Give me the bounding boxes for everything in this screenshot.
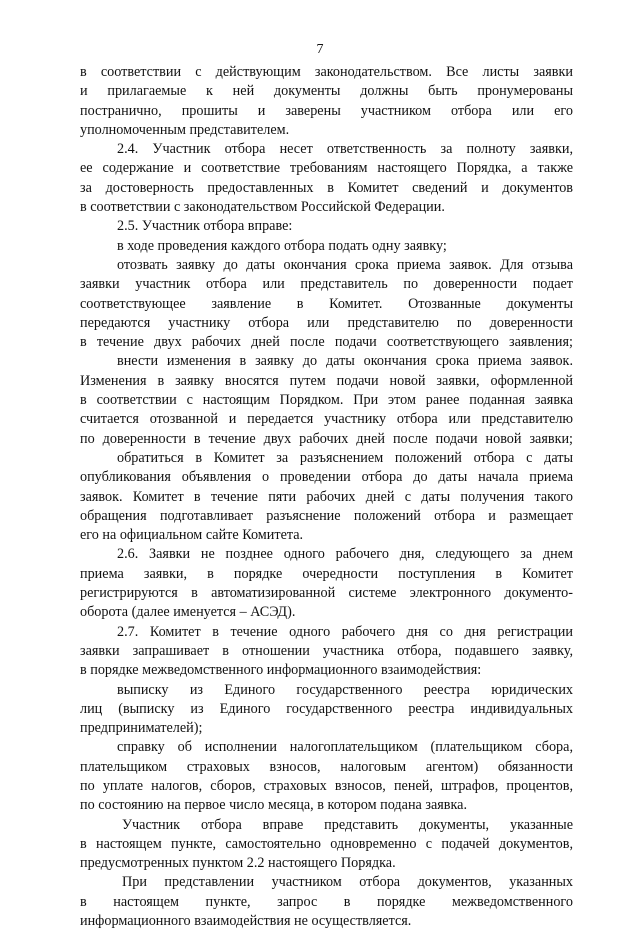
text-line: в настоящем пункте, самостоятельно одновременно с подачей документов, xyxy=(80,835,573,852)
text-line: информационного взаимодействия не осуществляется. xyxy=(80,913,412,930)
text-line: плательщиком страховых взносов, налоговым агентом) обязанности xyxy=(80,758,573,775)
text-line: считается отозванной и передается участнику отбора или представителю xyxy=(80,411,573,428)
text-line: приема заявки, в порядке очередности поступления в Комитет xyxy=(80,565,573,582)
text-line: опубликования объявления о проведении отбора до даты начала приема xyxy=(80,469,573,486)
text-line: по состоянию на первое число месяца, в котором подана заявка. xyxy=(80,797,468,814)
text-line: заявки участник отбора или представитель по доверенности подает xyxy=(80,276,573,293)
text-line: уполномоченным представителем. xyxy=(80,121,290,138)
text-line: регистрируются в автоматизированной системе электронного документо- xyxy=(80,585,573,602)
text-line: постранично, прошиты и заверены участником отбора или его xyxy=(80,102,573,119)
text-line: 2.4. Участник отбора несет ответственность за полноту заявки, xyxy=(117,141,573,158)
text-line: оборота (далее именуется – АСЭД). xyxy=(80,604,296,621)
text-line: его на официальном сайте Комитета. xyxy=(80,527,304,544)
text-line: соответствующее заявление в Комитет. Отозванные документы xyxy=(80,295,573,312)
text-line: передаются участнику отбора или представителю по доверенности xyxy=(80,314,573,331)
text-line: При представлении участником отбора документов, указанных xyxy=(122,874,573,891)
text-line: и прилагаемые к ней документы должны быть пронумерованы xyxy=(80,83,573,100)
text-line: заявок. Комитет в течение пяти рабочих дней с даты получения такого xyxy=(80,488,573,505)
text-line: лиц (выписку из Единого государственного реестра индивидуальных xyxy=(80,700,573,717)
text-line: обращения подготавливает разъяснение положений отбора и размещает xyxy=(80,507,573,524)
text-line: в соответствии с настоящим Порядком. При этом ранее поданная заявка xyxy=(80,392,573,409)
text-line: ее содержание и соответствие требованиям настоящего Порядка, а также xyxy=(80,160,573,177)
text-line: предпринимателей); xyxy=(80,720,203,737)
text-line: по доверенности в течение двух рабочих дней после подачи новой заявки; xyxy=(80,430,573,447)
text-line: Изменения в заявку вносятся путем подачи новой заявки, оформленной xyxy=(80,372,573,389)
text-line: 2.5. Участник отбора вправе: xyxy=(117,218,293,235)
page-number: 7 xyxy=(316,42,324,57)
text-line: в соответствии с законодательством Российской Федерации. xyxy=(80,199,445,216)
text-line: отозвать заявку до даты окончания срока приема заявок. Для отзыва xyxy=(117,256,573,273)
text-line: предусмотренных пунктом 2.2 настоящего Порядка. xyxy=(80,855,396,872)
text-line: выписку из Единого государственного реестра юридических xyxy=(117,681,573,698)
text-line: в течение двух рабочих дней после подачи соответствующего заявления; xyxy=(80,334,573,351)
text-line: заявки запрашивает в отношении участника отбора, подавшего заявку, xyxy=(80,642,573,659)
text-line: внести изменения в заявку до даты окончания срока приема заявок. xyxy=(117,353,573,370)
text-line: за достоверность предоставленных в Комитет сведений и документов xyxy=(80,179,573,196)
text-line: в порядке межведомственного информационного взаимодействия: xyxy=(80,662,482,679)
text-line: по уплате налогов, сборов, страховых взносов, пеней, штрафов, процентов, xyxy=(80,777,573,794)
document-body xyxy=(80,63,573,931)
text-line: Участник отбора вправе представить документы, указанные xyxy=(122,816,573,833)
text-line: 2.6. Заявки не позднее одного рабочего дня, следующего за днем xyxy=(117,546,573,563)
text-line: 2.7. Комитет в течение одного рабочего дня со дня регистрации xyxy=(117,623,573,640)
text-line: в соответствии с действующим законодательством. Все листы заявки xyxy=(80,64,573,80)
text-line: в ходе проведения каждого отбора подать одну заявку; xyxy=(117,237,447,254)
text-line: в настоящем пункте, запрос в порядке межведомственного xyxy=(80,893,573,910)
text-line: справку об исполнении налогоплательщиком (плательщиком сбора, xyxy=(117,739,573,756)
text-line: обратиться в Комитет за разъяснением положений отбора с даты xyxy=(117,449,573,466)
